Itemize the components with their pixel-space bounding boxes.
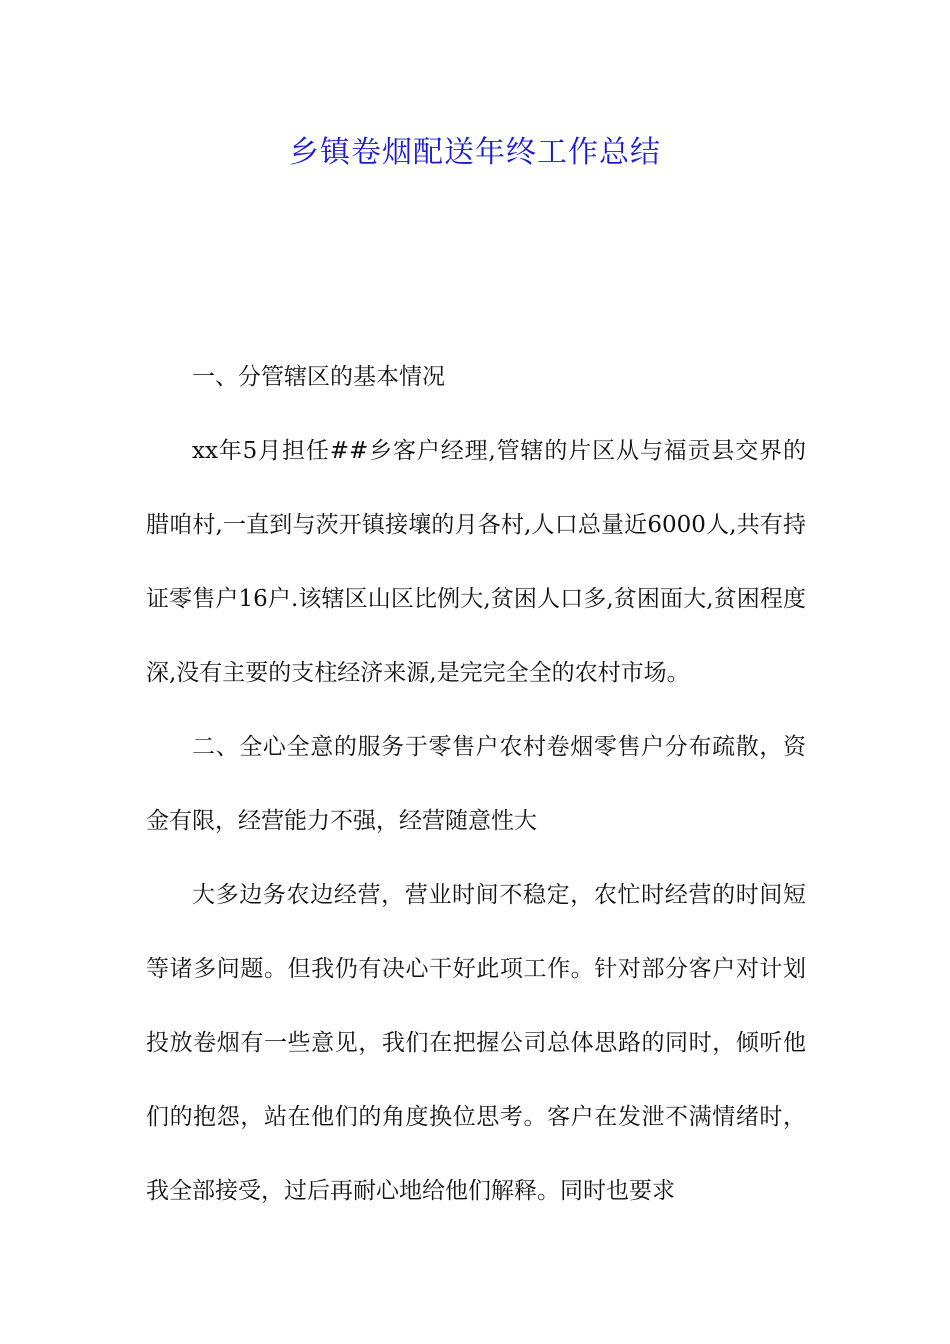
- paragraph-service-details: 大多边务农边经营，营业时间不稳定，农忙时经营的时间短等诸多问题。但我仍有决心干好此项工作。针对部分客户对计划投放卷烟有一些意见，我们在把握公司总体思路的同时，倾听他们的抱怨，站在他们的角度换位思考。客户在发泄不满情绪时，我全部接受，过后再耐心地给他们解释。同时也要求: [146, 882, 806, 1204]
- heading-section-2: 二、全心全意的服务于零售户农村卷烟零售户分布疏散，资金有限，经营能力不强，经营随意性大: [146, 734, 806, 834]
- document-title: 乡镇卷烟配送年终工作总结: [289, 135, 661, 170]
- document-body: [146, 340, 806, 1228]
- paragraph-district-info: xx年5月担任##乡客户经理,管辖的片区从与福贡县交界的腊咱村,一直到与茨开镇接壤的月各村,人口总量近6000人,共有持证零售户16户.该辖区山区比例大,贫困人口多,贫困面大,贫困程度深,没有主要的支柱经济来源,是完完全全的农村市场。: [146, 438, 806, 686]
- heading-section-1: 一、分管辖区的基本情况: [192, 364, 445, 390]
